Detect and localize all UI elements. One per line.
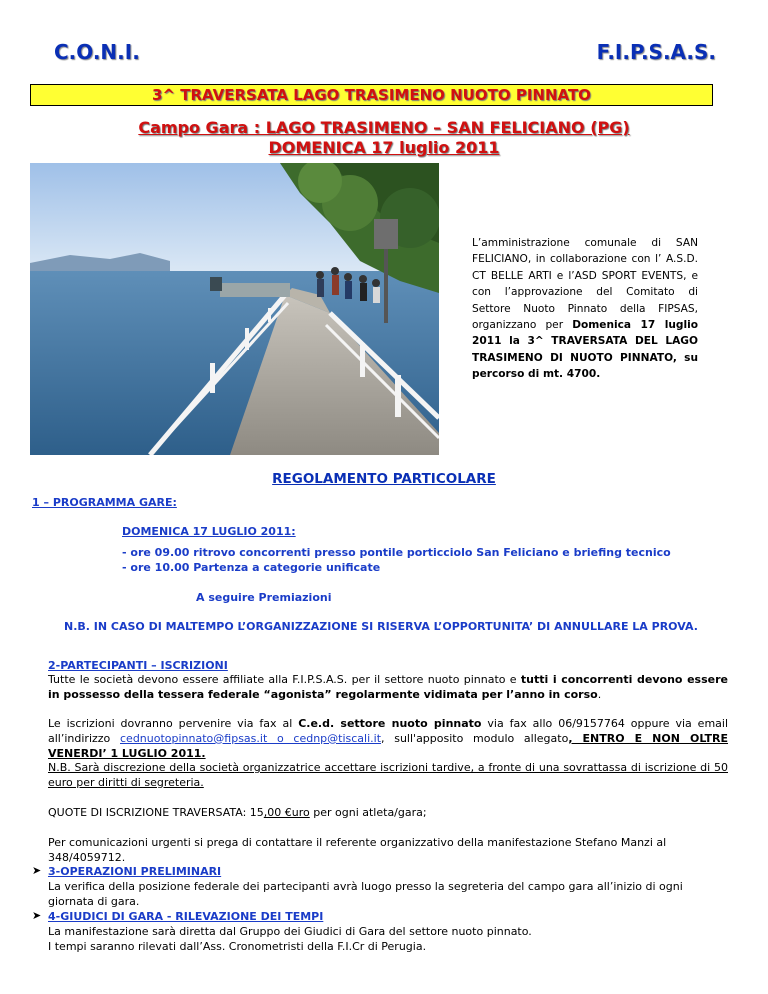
s4-title: 4-GIUDICI DI GARA - RILEVAZIONE DEI TEMPI bbox=[48, 910, 324, 923]
venue-line-2: DOMENICA 17 luglio 2011 bbox=[268, 138, 500, 157]
s1-line-1: - ore 09.00 ritrovo concorrenti presso pontile porticciolo San Feliciano e briefing tecnico bbox=[122, 546, 671, 559]
pier-photo bbox=[30, 163, 439, 455]
s2-p2-text-d: , sull'apposito modulo allegato bbox=[381, 731, 569, 745]
s2-p2-text-c: via fax allo 06/9157764 oppure via email all’indirizzo bbox=[48, 717, 729, 745]
s2-paragraph-2 bbox=[48, 717, 728, 761]
s2-quote-tail: per ogni atleta/gara; bbox=[309, 806, 427, 819]
s2-p2-text-a: Le iscrizioni dovranno pervenire via fax al bbox=[48, 717, 293, 730]
s1-date: DOMENICA 17 LUGLIO 2011: bbox=[122, 525, 296, 538]
s2-paragraph-1 bbox=[48, 673, 728, 703]
s2-title: 2-PARTECIPANTI – ISCRIZIONI bbox=[48, 659, 228, 672]
s2-contact: Per comunicazioni urgenti si prega di contattare il referente organizzativo della manifestazione Stefano Manzi al 348/4059712. bbox=[48, 836, 667, 864]
title-banner: 3^ TRAVERSATA LAGO TRASIMENO NUOTO PINNATO bbox=[30, 84, 713, 106]
intro-plain: L’amministrazione comunale di SAN FELICIANO, in collaborazione con l’ A.S.D. CT BELLE ARTI e l’ASD SPORT EVENTS, e con l’approvazione del Comitato di Settore Nuoto Pinnato della FIPSAS, organizzano per bbox=[472, 237, 698, 332]
intro-bold: Domenica 17 luglio 2011 la 3^ TRAVERSATA DEL LAGO TRASIMENO DI NUOTO PINNATO, su percorso di mt. 4700. bbox=[472, 319, 698, 381]
s2-quote-amount: ,00 €uro bbox=[263, 806, 310, 819]
s2-p2-deadline: , ENTRO E NON OLTRE VENERDI’ 1 LUGLIO 2011. bbox=[48, 731, 729, 760]
s2-p1-bold: tutti i concorrenti devono essere in possesso della tessera federale “agonista” regolarmente vidimata per l’anno in corso bbox=[48, 673, 728, 701]
s4-line-1: La manifestazione sarà diretta dal Gruppo dei Giudici di Gara del settore nuoto pinnato. bbox=[48, 925, 532, 938]
s2-p2-bold: C.e.d. settore nuoto pinnato bbox=[298, 717, 482, 730]
arrow-bullet-icon: ➤ bbox=[32, 909, 42, 922]
s2-p1-end: . bbox=[597, 687, 602, 701]
s1-line-2: - ore 10.00 Partenza a categorie unificate bbox=[122, 561, 381, 574]
s2-quote bbox=[48, 806, 728, 821]
pier-photo-drawing bbox=[30, 163, 439, 455]
s2-email-link[interactable]: cednuotopinnato@fipsas.it o cednp@tiscali.it bbox=[120, 731, 382, 745]
s3-text: La verifica della posizione federale dei partecipanti avrà luogo presso la segreteria del campo gara all’inizio di ogni giornata di gara. bbox=[48, 880, 683, 908]
regolamento-title: REGOLAMENTO PARTICOLARE bbox=[272, 471, 496, 487]
s4-line-2: I tempi saranno rilevati dall’Ass. Cronometristi della F.I.Cr di Perugia. bbox=[48, 940, 427, 953]
s2-p1-text: Tutte le società devono essere affiliate alla F.I.P.S.A.S. per il settore nuoto pinnato e bbox=[48, 673, 517, 686]
header-fipsas: F.I.P.S.A.S. bbox=[596, 40, 716, 64]
venue-line-1: Campo Gara : LAGO TRASIMENO – SAN FELICIANO (PG) bbox=[138, 118, 630, 137]
s1-title: 1 – PROGRAMMA GARE: bbox=[32, 496, 177, 509]
header-coni: C.O.N.I. bbox=[54, 40, 140, 64]
s2-quote-label: QUOTE DI ISCRIZIONE TRAVERSATA: 15 bbox=[48, 806, 264, 819]
s1-premiazioni: A seguire Premiazioni bbox=[196, 591, 332, 604]
s3-title: 3-OPERAZIONI PRELIMINARI bbox=[48, 865, 222, 878]
s2-nb: N.B. Sarà discrezione della società organizzatrice accettare iscrizioni tardive, a fronte di una sovrattassa di iscrizione di 50 euro per diritti di segreteria. bbox=[48, 761, 728, 789]
intro-paragraph bbox=[472, 235, 698, 383]
s1-nb: N.B. IN CASO DI MALTEMPO L’ORGANIZZAZIONE SI RISERVA L’OPPORTUNITA’ DI ANNULLARE LA PROVA. bbox=[64, 620, 698, 633]
arrow-bullet-icon: ➤ bbox=[32, 864, 42, 877]
